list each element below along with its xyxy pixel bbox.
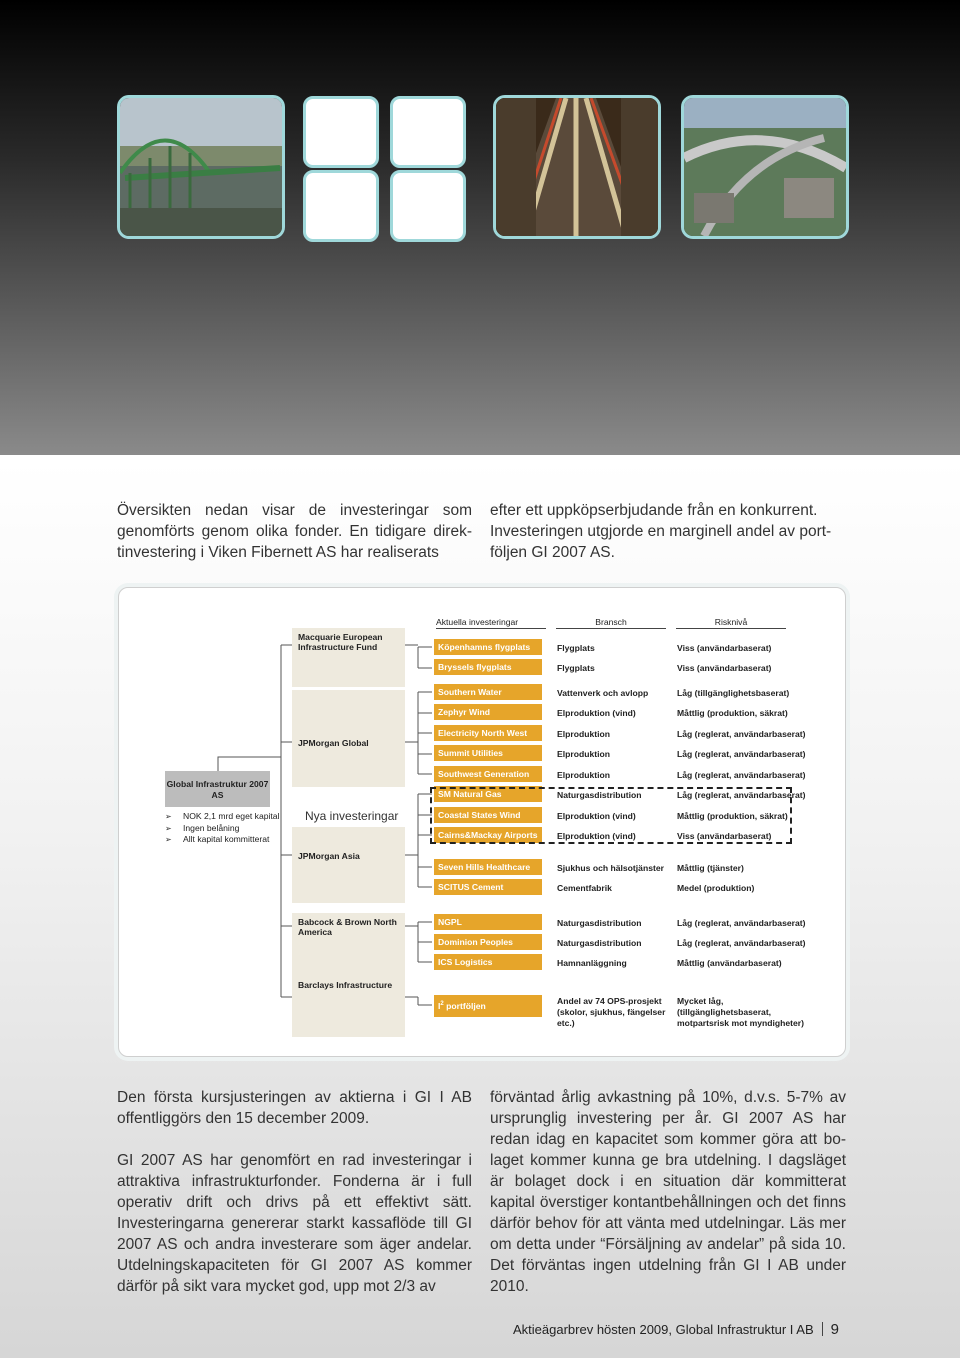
risk-sm-natural-gas: Låg (reglerat, användarbaserat) [677, 790, 806, 800]
page-footer [513, 1321, 839, 1338]
risk-coastal-states: Måttlig (produktion, säkrat) [677, 811, 788, 821]
fund-jpmorgan-global: JPMorgan Global [292, 690, 405, 787]
sector-scitus: Cementfabrik [557, 883, 612, 893]
body-left-p1: Den första kursjusteringen av aktierna i GI I AB offentliggörs den 15 december 2009. [117, 1089, 472, 1127]
global-bullet: ➢ Ingen belåning [165, 822, 240, 833]
risk-dominion: Låg (reglerat, användarbaserat) [677, 938, 806, 948]
header-sector: Bransch [556, 617, 666, 629]
intro-left-text: Översikten nedan visar de investeringar som genomförts genom olika fonder. En tidigare direktinvestering i Viken Fibernett AS har realiserats [117, 502, 472, 561]
fund-babcock-brown: Babcock & Brown North America [292, 913, 405, 979]
fund-macquarie: Macquarie European Infrastructure Fund [292, 628, 405, 687]
body-left-p2: GI 2007 AS har genomfört en rad investeringar i attraktiva infrastrukturfonder. Fonderna är i full operativ drift och drivs på ett effektivt sätt. Investeringarna genererar starkt kassaflöde till GI 2007 AS och andra investerare som äger andelar. Utdelningskapaciteten för GI 2007 AS kommer därför på sikt vara mycket god, upp mot 2/3 av [117, 1152, 472, 1295]
investment-i2-portfolio: $I^2$ portföljen [434, 995, 542, 1017]
page-number: 9 [830, 1321, 839, 1338]
investment-southern-water: Southern Water [434, 684, 542, 700]
investment-sm-natural-gas: SM Natural Gas [434, 786, 542, 802]
risk-seven-hills: Måttlig (tjänster) [677, 863, 744, 873]
intro-right-text: efter ett uppköpserbjudande från en konkurrent. Investeringen utgjorde en marginell andel av portföljen GI 2007 AS. [490, 502, 832, 561]
sector-ngpl: Naturgasdistribution [557, 918, 642, 928]
sector-southwest: Elproduktion [557, 770, 610, 780]
risk-i2-portfolio: Mycket låg, (tillgänglighetsbaserat, motpartsrisk mot myndigheter) [677, 996, 805, 1028]
investment-southwest: Southwest Generation [434, 766, 542, 782]
investment-kopenhamns: Köpenhamns flygplats [434, 639, 542, 655]
fund-barclays: Barclays Infrastructure [292, 976, 405, 1037]
sector-ics-logistics: Hamnanläggning [557, 958, 627, 968]
investment-seven-hills: Seven Hills Healthcare [434, 859, 542, 875]
sector-bryssels: Flygplats [557, 663, 595, 673]
new-investments-label: Nya investeringar [305, 809, 399, 823]
sector-electricity-nw: Elproduktion [557, 729, 610, 739]
sector-southern-water: Vattenverk och avlopp [557, 688, 649, 698]
sector-coastal-states: Elproduktion (vind) [557, 811, 636, 821]
risk-southwest: Låg (reglerat, användarbaserat) [677, 770, 806, 780]
investment-electricity-nw: Electricity North West [434, 725, 542, 741]
risk-scitus: Medel (produktion) [677, 883, 755, 893]
sector-kopenhamns: Flygplats [557, 643, 595, 653]
risk-southern-water: Låg (tillgänglighetsbaserat) [677, 688, 790, 698]
investment-scitus: SCITUS Cement [434, 879, 542, 895]
sector-i2-portfolio: Andel av 74 OPS-prosjekt (skolor, sjukhus, fängelser etc.) [557, 996, 666, 1028]
risk-zephyr: Måttlig (produktion, säkrat) [677, 708, 788, 718]
investment-ics-logistics: ICS Logistics [434, 954, 542, 970]
global-infrastruktur-box: Global Infrastruktur 2007 AS [165, 771, 270, 807]
risk-ics-logistics: Måttlig (användarbaserat) [677, 958, 782, 968]
sector-dominion: Naturgasdistribution [557, 938, 642, 948]
global-bullet: ➢ NOK 2,1 mrd eget kapital [165, 811, 280, 821]
global-bullet: ➢ Allt kapital kommitterat [165, 834, 270, 844]
body-right-p1: förväntad årlig avkastning på 10%, d.v.s. 5-7% av ursprunglig investering per år. GI 2007 AS har redan idag en kapacitet som kommer göra att bolaget kommer kunna ge bra utdelning. I dagsläget är bolaget dock i en situation där kommitterat kapital överstiger kontantbehållningen och det finns därför behov för att vänta med utdelningar. Läs mer om detta under “Försäljning av andelar” på sida 10. Det förväntas ingen utdelning från GI I AB under 2010. [490, 1089, 846, 1295]
investment-summit: Summit Utilities [434, 745, 542, 761]
header-risk: Risknivå [676, 617, 786, 629]
global-bullet-list [165, 811, 280, 846]
arrow-bullet-icon: ➢ [165, 823, 172, 833]
risk-kopenhamns: Viss (användarbaserat) [677, 643, 772, 653]
new-investments-highlight [430, 787, 792, 844]
risk-cairns-mackay: Viss (användarbaserat) [677, 831, 772, 841]
arrow-bullet-icon: ➢ [165, 835, 172, 844]
fund-jpmorgan-asia: JPMorgan Asia [292, 827, 405, 903]
sector-summit: Elproduktion [557, 749, 610, 759]
sector-zephyr: Elproduktion (vind) [557, 708, 636, 718]
risk-ngpl: Låg (reglerat, användarbaserat) [677, 918, 806, 928]
sector-sm-natural-gas: Naturgasdistribution [557, 790, 642, 800]
investment-cairns-mackay: Cairns&Mackay Airports [434, 827, 542, 843]
arrow-bullet-icon: ➢ [165, 812, 172, 821]
sector-seven-hills: Sjukhus och hälsotjänster [557, 863, 664, 873]
risk-bryssels: Viss (användarbaserat) [677, 663, 772, 673]
investment-dominion: Dominion Peoples [434, 934, 542, 950]
footer-divider [822, 1322, 823, 1336]
investment-bryssels: Bryssels flygplats [434, 659, 542, 675]
sector-cairns-mackay: Elproduktion (vind) [557, 831, 636, 841]
investment-ngpl: NGPL [434, 914, 542, 930]
investment-coastal-states: Coastal States Wind [434, 807, 542, 823]
risk-electricity-nw: Låg (reglerat, användarbaserat) [677, 729, 806, 739]
investment-zephyr: Zephyr Wind [434, 704, 542, 720]
header-investments: Aktuella investeringar [436, 617, 546, 629]
footer-text: Aktieägarbrev hösten 2009, Global Infrastruktur I AB [513, 1322, 814, 1337]
risk-summit: Låg (reglerat, användarbaserat) [677, 749, 806, 759]
